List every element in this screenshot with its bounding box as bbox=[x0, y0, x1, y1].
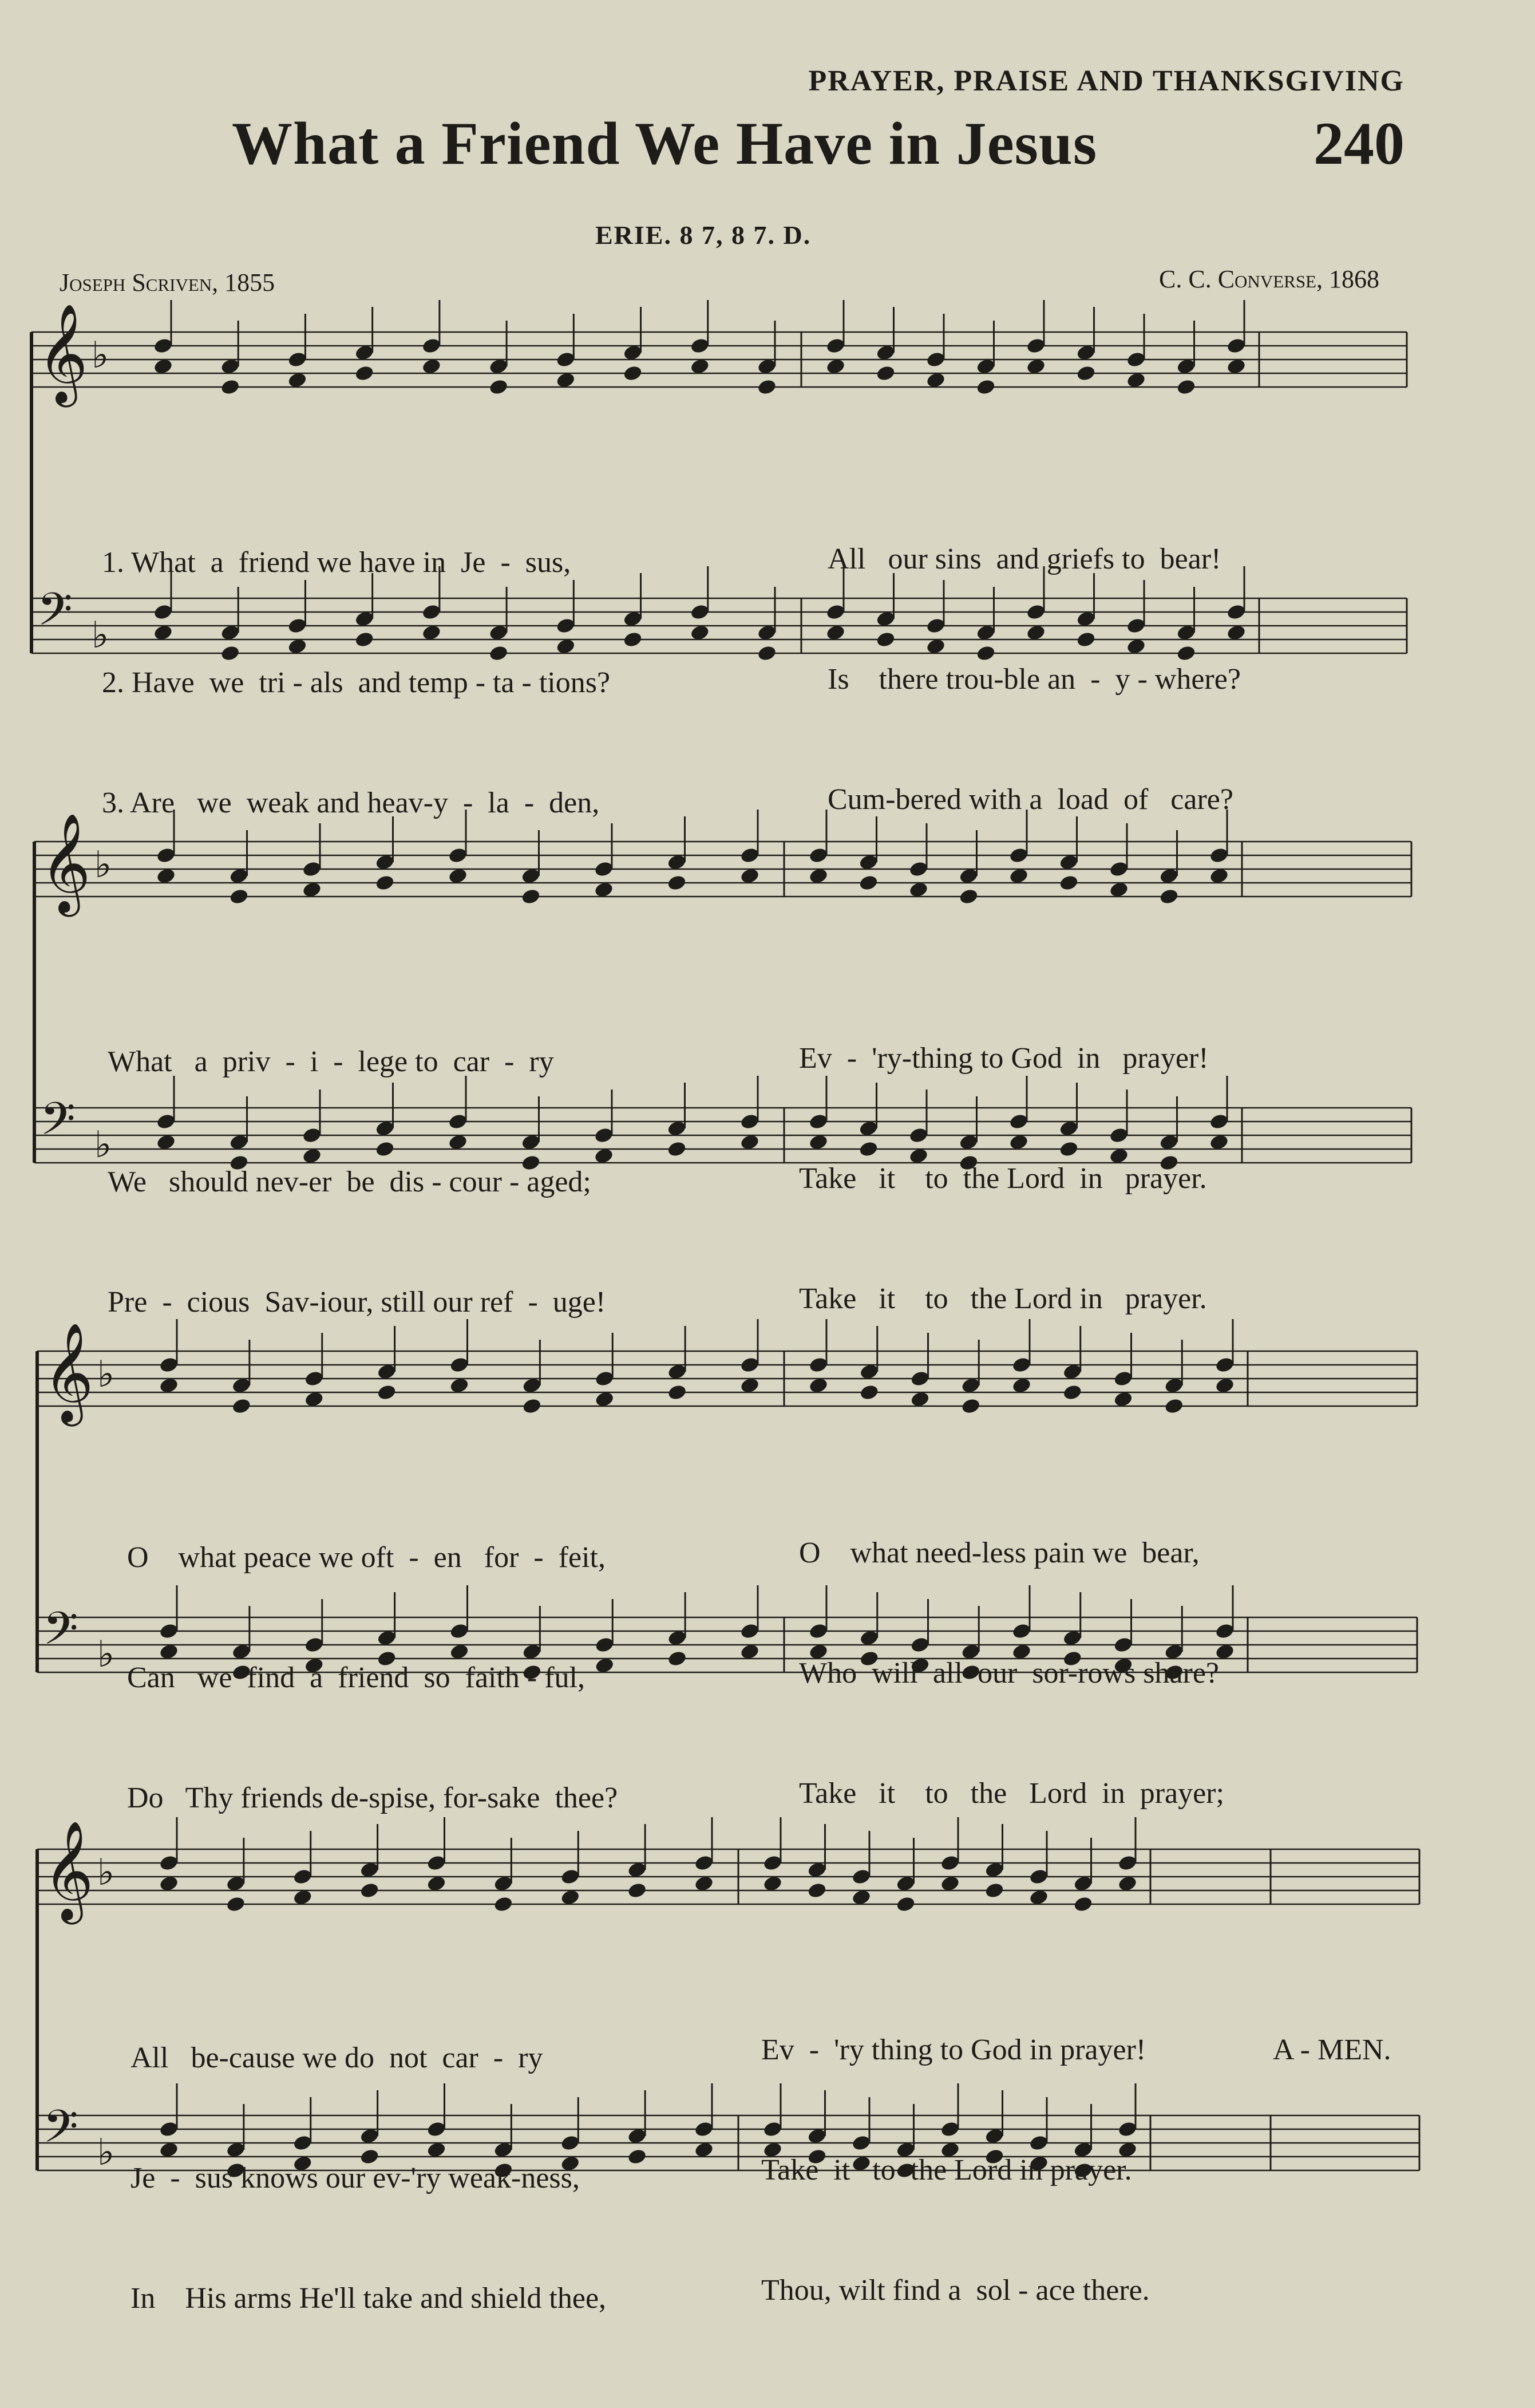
author-credit: Joseph Scriven, 1855 bbox=[60, 269, 275, 297]
flat-icon: ♭ bbox=[97, 2131, 115, 2174]
note-head-icon bbox=[876, 365, 896, 382]
lyric-line: Thou, wilt find a sol - ace there. bbox=[761, 2274, 1150, 2307]
lyric-line: Take it to the Lord in prayer. bbox=[761, 2154, 1132, 2186]
note-head-icon bbox=[1062, 1384, 1083, 1402]
note-head-icon bbox=[627, 1882, 647, 1900]
note-head-icon bbox=[488, 378, 509, 396]
lyric-line: Pre - cious Sav-iour, still our ref - uge! bbox=[108, 1286, 606, 1319]
treble-clef-icon: 𝄞 bbox=[37, 303, 88, 403]
note-head-icon bbox=[231, 1398, 252, 1415]
note-head-icon bbox=[984, 1882, 1005, 1900]
note-head-icon bbox=[225, 1896, 246, 1913]
note-head-icon bbox=[522, 1398, 543, 1415]
lyric-line: Do Thy friends de-spise, for-sake thee? bbox=[127, 1782, 618, 1814]
lyric-line: Take it to the Lord in prayer. bbox=[799, 1162, 1207, 1195]
note-head-icon bbox=[667, 1140, 687, 1158]
flat-icon: ♭ bbox=[97, 1852, 115, 1894]
lyric-line: 1. What a friend we have in Je - sus, bbox=[102, 546, 571, 579]
note-head-icon bbox=[359, 1882, 380, 1900]
amen-text: A - MEN. bbox=[1273, 2034, 1391, 2066]
bass-clef-icon: 𝄢 bbox=[40, 1092, 76, 1156]
lyric-line: Who will all our sor-rows share? bbox=[799, 1657, 1219, 1689]
note-head-icon bbox=[1176, 378, 1197, 396]
lyric-line: All our sins and griefs to bear! bbox=[828, 543, 1221, 575]
note-head-icon bbox=[1159, 888, 1180, 906]
treble-clef-icon: 𝄞 bbox=[40, 813, 91, 913]
lyric-line: Ev - 'ry-thing to God in prayer! bbox=[799, 1042, 1209, 1075]
note-head-icon bbox=[521, 888, 541, 906]
note-head-icon bbox=[757, 645, 777, 662]
bass-clef-icon: 𝄢 bbox=[43, 2100, 78, 2164]
note-head-icon bbox=[1076, 365, 1097, 382]
flat-icon: ♭ bbox=[92, 614, 109, 657]
lyric-line: Cum-bered with a load of care? bbox=[828, 783, 1233, 816]
lyric-line: In His arms He'll take and shield thee, bbox=[130, 2282, 607, 2315]
note-head-icon bbox=[757, 378, 777, 396]
lyric-line: 3. Are we weak and heav-y - la - den, bbox=[102, 787, 600, 819]
lyric-line: Is there trou-ble an - y - where? bbox=[828, 663, 1241, 696]
flat-icon: ♭ bbox=[92, 334, 109, 377]
lyrics-system-4-right bbox=[761, 1950, 1150, 2391]
note-head-icon bbox=[627, 2148, 647, 2166]
bass-clef-icon: 𝄢 bbox=[43, 1602, 78, 1666]
lyric-line: Can we find a friend so faith - ful, bbox=[127, 1661, 585, 1694]
note-head-icon bbox=[976, 378, 996, 396]
note-head-icon bbox=[896, 1896, 916, 1913]
note-head-icon bbox=[377, 1384, 397, 1402]
note-head-icon bbox=[375, 874, 395, 892]
note-head-icon bbox=[960, 1398, 981, 1415]
note-head-icon bbox=[493, 1896, 514, 1913]
note-head-icon bbox=[354, 365, 375, 382]
bass-clef-icon: 𝄢 bbox=[37, 583, 73, 647]
note-head-icon bbox=[959, 888, 979, 906]
note-head-icon bbox=[623, 631, 643, 649]
flat-icon: ♭ bbox=[94, 1124, 112, 1166]
lyric-line: Ev - 'ry thing to God in prayer! bbox=[761, 2034, 1146, 2066]
note-head-icon bbox=[1059, 874, 1079, 892]
lyric-line: What a priv - i - lege to car - ry bbox=[108, 1045, 554, 1078]
lyric-line: 2. Have we tri - als and temp - ta - tions? bbox=[102, 666, 611, 699]
note-head-icon bbox=[229, 888, 250, 906]
lyrics-system-4-left bbox=[130, 1958, 606, 2399]
lyric-line: Je - sus knows our ev-'ry weak-ness, bbox=[130, 2162, 580, 2194]
note-head-icon bbox=[667, 874, 687, 892]
note-head-icon bbox=[859, 1384, 880, 1402]
note-head-icon bbox=[667, 1650, 687, 1668]
note-head-icon bbox=[1164, 1398, 1184, 1415]
treble-clef-icon: 𝄞 bbox=[43, 1323, 94, 1422]
flat-icon: ♭ bbox=[97, 1353, 115, 1396]
lyric-line: Take it to the Lord in prayer; bbox=[799, 1777, 1224, 1810]
hymn-title: What a Friend We Have in Jesus bbox=[232, 110, 1098, 177]
composer-credit: C. C. Converse, 1868 bbox=[1159, 265, 1379, 293]
lyric-line: O what need-less pain we bear, bbox=[799, 1537, 1200, 1569]
lyric-line: All be-cause we do not car - ry bbox=[130, 2042, 543, 2074]
note-head-icon bbox=[667, 1384, 687, 1402]
note-head-icon bbox=[623, 365, 643, 382]
note-head-icon bbox=[1073, 1896, 1094, 1913]
treble-clef-icon: 𝄞 bbox=[43, 1821, 94, 1920]
lyric-line: We should nev-er be dis - cour - aged; bbox=[108, 1166, 591, 1198]
lyric-line: O what peace we oft - en for - feit, bbox=[127, 1541, 606, 1574]
flat-icon: ♭ bbox=[94, 844, 112, 886]
note-head-icon bbox=[807, 1882, 828, 1900]
note-head-icon bbox=[859, 874, 879, 892]
flat-icon: ♭ bbox=[97, 1633, 115, 1676]
lyric-line: Take it to the Lord in prayer. bbox=[799, 1282, 1207, 1315]
hymn-number: 240 bbox=[1314, 110, 1405, 177]
tune-meter: ERIE. 8 7, 8 7. D. bbox=[595, 220, 812, 250]
section-header: PRAYER, PRAISE AND THANKSGIVING bbox=[808, 65, 1405, 97]
note-head-icon bbox=[220, 378, 240, 396]
